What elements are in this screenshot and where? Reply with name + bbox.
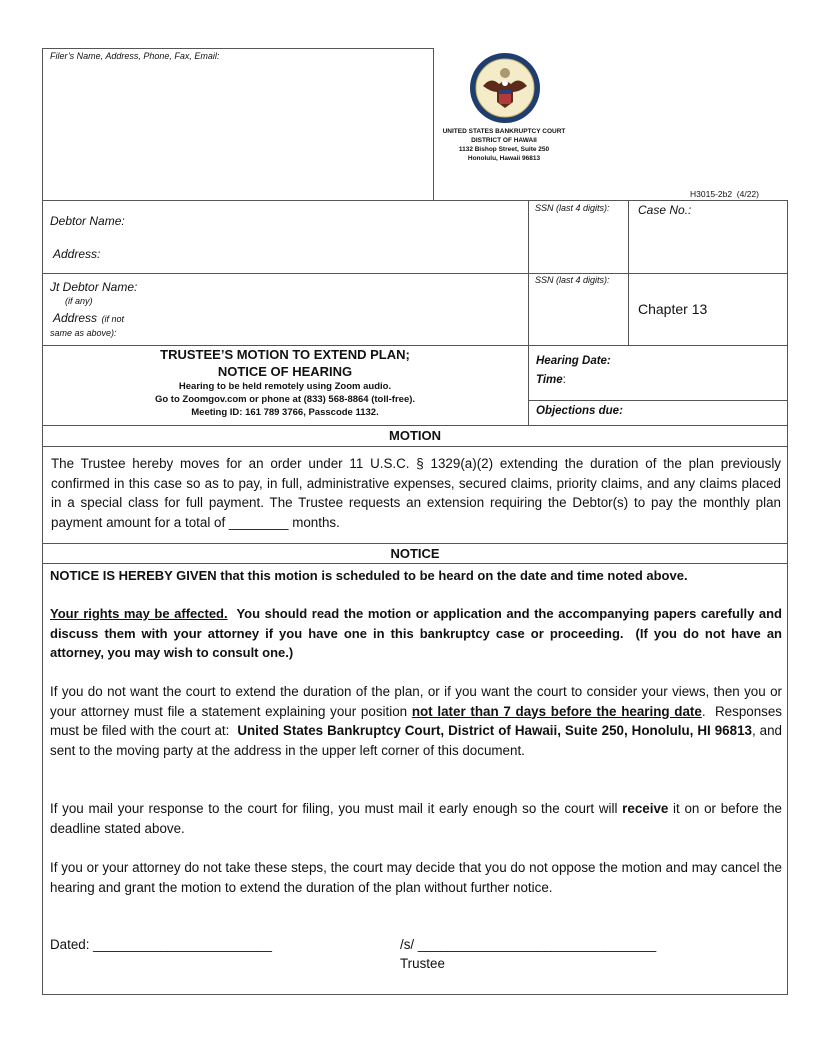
rights-affected-heading: Your rights may be affected.	[50, 606, 228, 621]
jt-debtor-if-any: (if any)	[65, 296, 93, 306]
court-filing-address: United States Bankruptcy Court, District of Hawaii, Suite 250, Honolulu, HI 96813	[237, 723, 752, 738]
jt-debtor-address-note-cont: same as above):	[50, 328, 117, 338]
zoom-hearing-note: Hearing to be held remotely using Zoom audio.	[178, 381, 392, 392]
mail-response-paragraph: If you mail your response to the court for filing, you must mail it early enough so the court will receive it on or before the deadline stated above.	[50, 801, 783, 836]
jt-debtor-name-field[interactable]	[145, 277, 520, 297]
hearing-time-label: Time	[536, 374, 563, 386]
form-code: H3015-2b2 (4/22)	[690, 189, 759, 199]
consequence-paragraph: If you or your attorney do not take these steps, the court may decide that you do not oppose the motion and may cancel the hearing and grant the motion to extend the duration of the plan without further notice.	[50, 860, 782, 895]
jt-debtor-address-field[interactable]	[130, 307, 520, 341]
debtor-name-label: Debtor Name:	[50, 214, 125, 228]
jt-debtor-name-label: Jt Debtor Name:	[50, 280, 138, 294]
jt-debtor-ssn-field[interactable]	[532, 290, 624, 340]
motion-body: The Trustee hereby moves for an order under 11 U.S.C. § 1329(a)(2) extending the duration of the plan previously confirmed in this case so as to pay, in full, administrative expenses, secured claims, priority claims, and any claims placed in a special class for full payment. The Trustee requests an extension requiring the Debtor(s) to pay the monthly plan payment amount for a total of ________ months.	[51, 456, 781, 530]
court-city: Honolulu, Hawaii 96813	[467, 155, 541, 162]
objections-due-label: Objections due:	[536, 405, 623, 417]
court-seal-icon	[469, 52, 541, 124]
filer-info-box[interactable]	[42, 48, 434, 201]
court-district: DISTRICT OF HAWAII	[471, 137, 537, 144]
debtor-address-label: Address:	[53, 247, 101, 261]
debtor-address-field[interactable]	[110, 243, 520, 267]
debtor-name-field[interactable]	[130, 210, 520, 230]
signer-title: Trustee	[400, 956, 445, 971]
zoom-phone-note: Go to Zoomgov.com or phone at (833) 568-8864 (toll-free).	[154, 394, 416, 405]
motion-header: MOTION	[389, 428, 441, 443]
document-title: TRUSTEE’S MOTION TO EXTEND PLAN;	[160, 347, 410, 362]
filer-info-label: Filer’s Name, Address, Phone, Fax, Email:	[50, 51, 220, 61]
jt-debtor-address-label: Address	[53, 311, 98, 325]
notice-header: NOTICE	[390, 546, 440, 561]
dated-line[interactable]: Dated: ________________________	[50, 937, 272, 952]
jt-debtor-ssn-label: SSN (last 4 digits):	[535, 275, 610, 285]
chapter-label: Chapter 13	[638, 301, 708, 317]
court-street: 1132 Bishop Street, Suite 250	[458, 146, 550, 153]
hearing-date-label: Hearing Date:	[536, 355, 611, 367]
hearing-time-field[interactable]	[575, 371, 784, 389]
rights-affected-paragraph: Your rights may be affected. You should read the motion or application and the accompanying papers carefully and discuss them with your attorney if you have one in this bankruptcy case or proceeding. (If you do not have an attorney, you may wish to consult one.)	[50, 606, 786, 660]
jt-debtor-address-note: (if not	[101, 314, 124, 324]
court-name: UNITED STATES BANKRUPTCY COURT	[442, 128, 566, 135]
objection-deadline: not later than 7 days before the hearing date	[411, 703, 702, 719]
debtor-ssn-field[interactable]	[532, 218, 624, 268]
debtor-ssn-label: SSN (last 4 digits):	[535, 203, 610, 213]
notice-given: NOTICE IS HEREBY GIVEN that this motion is scheduled to be heard on the date and time noted above.	[50, 568, 688, 583]
objections-due-field[interactable]	[630, 403, 784, 421]
case-no-label: Case No.:	[638, 203, 692, 217]
signature-line[interactable]: /s/ ________________________________	[400, 937, 657, 952]
objection-instructions-paragraph: If you do not want the court to extend the duration of the plan, or if you want the court to consider your views, then you or your attorney must file a statement explaining your position not later than 7 days before the hearing date. Responses must be filed with the court at: United States Bankruptcy Court, District of Hawaii, Suite 250, Honolulu, HI 96813, and sent to the moving party at the address in the upper left corner of this document.	[50, 684, 786, 758]
case-no-field[interactable]	[635, 222, 783, 268]
zoom-meeting-id: Meeting ID: 161 789 3766, Passcode 1132.	[191, 407, 379, 418]
hearing-date-field[interactable]	[620, 352, 784, 370]
document-subtitle: NOTICE OF HEARING	[217, 364, 353, 379]
